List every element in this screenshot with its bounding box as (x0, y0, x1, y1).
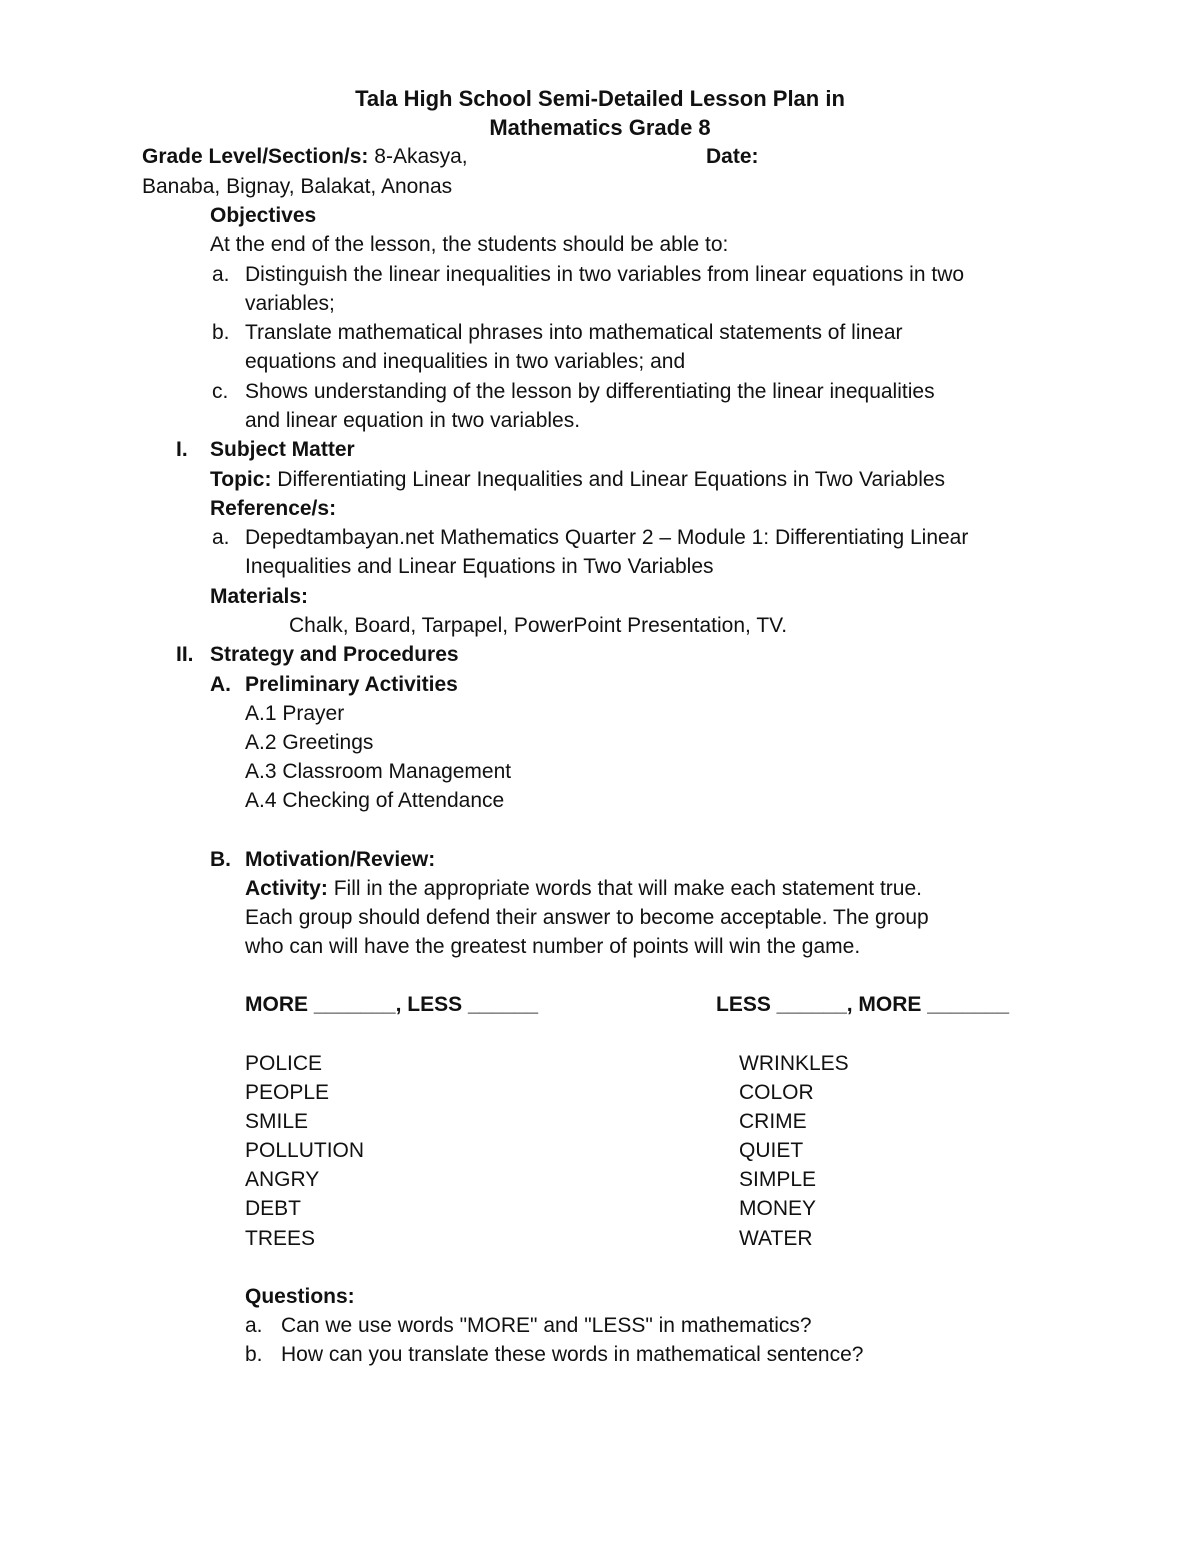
list-item: MONEY (739, 1197, 817, 1220)
questions-heading: Questions: (245, 1285, 355, 1308)
objective-letter-c: c. (212, 380, 229, 403)
list-item: COLOR (739, 1081, 814, 1104)
activity-line-1: Fill in the appropriate words that will make each statement true. (333, 877, 922, 900)
motivation-heading: Motivation/Review: (245, 848, 436, 871)
topic-row (210, 469, 945, 490)
objectives-intro: At the end of the lesson, the students should be able to: (210, 233, 729, 256)
objectives-heading: Objectives (210, 204, 317, 227)
list-item: SIMPLE (739, 1168, 817, 1191)
objective-b-line-1: Translate mathematical phrases into mathematical statements of linear (245, 321, 903, 344)
materials-label: Materials: (210, 585, 309, 608)
prelim-item-classroom: A.3 Classroom Management (245, 760, 512, 783)
less-more-header: LESS ______, MORE _______ (716, 993, 1010, 1016)
list-item: POLLUTION (245, 1139, 365, 1162)
topic-label: Topic: (210, 468, 272, 491)
list-item: ANGRY (245, 1168, 320, 1191)
objective-a-line-1: Distinguish the linear inequalities in two variables from linear equations in two (245, 263, 965, 286)
question-letter-b: b. (245, 1343, 263, 1366)
reference-line-1: Depedtambayan.net Mathematics Quarter 2 – Module 1: Differentiating Linear (245, 526, 969, 549)
prelim-heading: Preliminary Activities (245, 673, 458, 696)
page-title-line-1: Tala High School Semi-Detailed Lesson Plan in (355, 86, 845, 111)
prelim-item-greetings: A.2 Greetings (245, 731, 374, 754)
strategy-heading: Strategy and Procedures (210, 643, 459, 666)
grade-level-label: Grade Level/Section/s: (142, 145, 369, 168)
date-label: Date: (706, 145, 759, 168)
objective-letter-a: a. (212, 263, 230, 286)
list-item: TREES (245, 1227, 316, 1250)
prelim-letter: A. (210, 673, 231, 696)
question-b-text: How can you translate these words in mathematical sentence? (281, 1343, 864, 1366)
activity-row (245, 878, 922, 899)
reference-letter-a: a. (212, 526, 230, 549)
objective-b-line-2: equations and inequalities in two variables; and (245, 350, 686, 373)
activity-line-3: who can will have the greatest number of points will win the game. (245, 935, 861, 958)
question-letter-a: a. (245, 1314, 263, 1337)
materials-value: Chalk, Board, Tarpapel, PowerPoint Presentation, TV. (289, 614, 788, 637)
prelim-item-prayer: A.1 Prayer (245, 702, 345, 725)
motivation-letter: B. (210, 848, 231, 871)
list-item: SMILE (245, 1110, 309, 1133)
reference-line-2: Inequalities and Linear Equations in Two Variables (245, 555, 714, 578)
page-title-line-2: Mathematics Grade 8 (489, 115, 711, 140)
list-item: PEOPLE (245, 1081, 330, 1104)
list-item: WRINKLES (739, 1052, 849, 1075)
topic-value: Differentiating Linear Inequalities and Linear Equations in Two Variables (277, 468, 946, 491)
section-numeral-2: II. (176, 643, 194, 666)
subject-matter-heading: Subject Matter (210, 438, 355, 461)
section-numeral-1: I. (176, 438, 188, 461)
prelim-item-attendance: A.4 Checking of Attendance (245, 789, 505, 812)
list-item: POLICE (245, 1052, 323, 1075)
references-label: Reference/s: (210, 497, 337, 520)
activity-line-2: Each group should defend their answer to become acceptable. The group (245, 906, 929, 929)
activity-label: Activity: (245, 877, 328, 900)
objective-letter-b: b. (212, 321, 230, 344)
question-a-text: Can we use words "MORE" and "LESS" in mathematics? (281, 1314, 812, 1337)
grade-level-row (142, 146, 468, 167)
list-item: DEBT (245, 1197, 302, 1220)
objective-c-line-2: and linear equation in two variables. (245, 409, 581, 432)
list-item: CRIME (739, 1110, 807, 1133)
more-less-header: MORE _______, LESS ______ (245, 993, 539, 1016)
objective-a-line-2: variables; (245, 292, 335, 315)
list-item: QUIET (739, 1139, 804, 1162)
objective-c-line-1: Shows understanding of the lesson by differentiating the linear inequalities (245, 380, 935, 403)
grade-level-sections: Banaba, Bignay, Balakat, Anonas (142, 175, 453, 198)
list-item: WATER (739, 1227, 813, 1250)
grade-level-value: 8-Akasya, (374, 145, 468, 168)
